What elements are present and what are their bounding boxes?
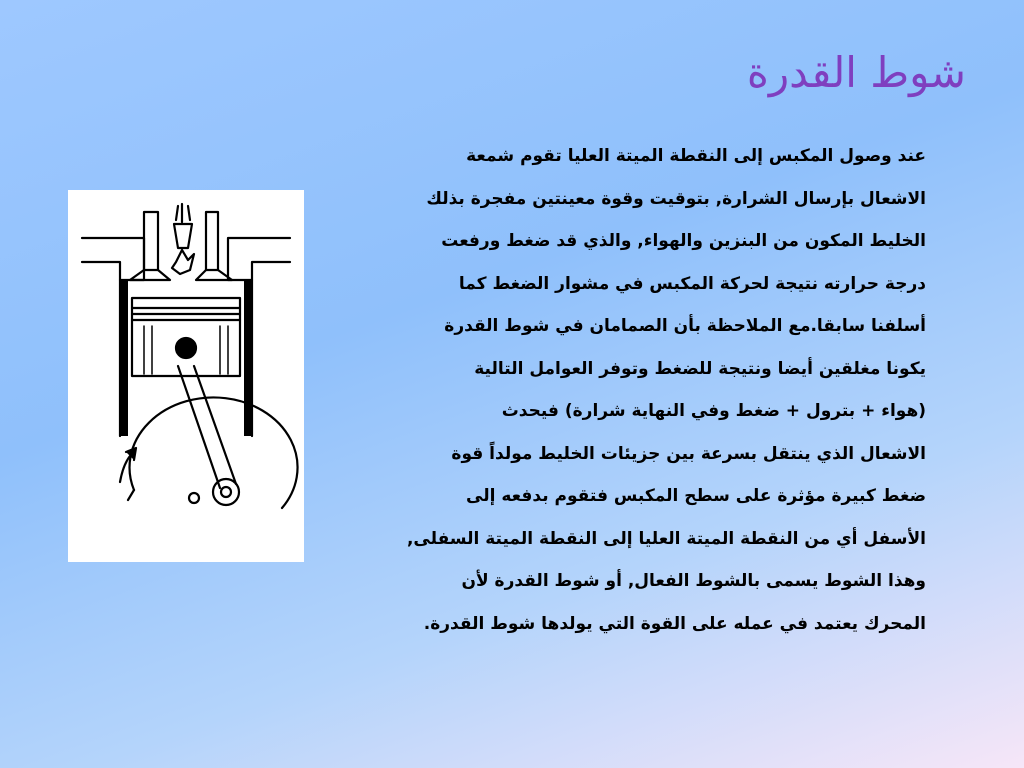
text-line: (هواء + بترول + ضغط وفي النهاية شرارة) فيحدث: [501, 401, 926, 421]
piston-diagram: [68, 190, 304, 562]
piston-rings: [132, 308, 240, 320]
text-line: الاشعال بإرسال الشرارة, بتوقيت وقوة معينتين مفجرة بذلك: [426, 188, 926, 209]
exhaust-valve-stem: [206, 212, 218, 270]
crank-pin: [213, 479, 239, 505]
spark-plug: [174, 204, 192, 248]
text-line: درجة حرارته نتيجة لحركة المكبس في مشوار الضغط كما: [458, 273, 926, 294]
spark-flash: [172, 250, 194, 274]
text-line: الأسفل أي من النقطة الميتة العليا إلى النقطة الميتة السفلى,: [406, 528, 926, 549]
crank-center: [189, 493, 199, 503]
text-line: يكونا مغلقين أيضا ونتيجة للضغط وتوفر العوامل التالية: [474, 358, 926, 379]
body-text: [386, 135, 926, 645]
text-line: وهذا الشوط يسمى بالشوط الفعال, أو شوط القدرة لأن: [461, 571, 926, 591]
connecting-rod: [178, 366, 236, 488]
intake-valve-head: [130, 270, 170, 280]
slide-title: شوط القدرة: [746, 48, 966, 97]
text-line: أسلفنا سابقا.مع الملاحظة بأن الصمامان في شوط القدرة: [444, 316, 926, 336]
text-line: الخليط المكون من البنزين والهواء, والذي قد ضغط ورفعت: [441, 231, 926, 251]
text-line: الاشعال الذي ينتقل بسرعة بين جزيئات الخليط مولداً قوة: [451, 443, 926, 464]
power-stroke-illustration: [68, 190, 304, 562]
cylinder-head-left: [82, 238, 144, 280]
piston-pin: [176, 338, 196, 358]
text-line: المحرك يعتمد في عمله على القوة التي يولدها شوط القدرة.: [423, 613, 926, 634]
text-line: ضغط كبيرة مؤثرة على سطح المكبس فتقوم بدفعه إلى: [466, 486, 926, 506]
intake-valve-stem: [144, 212, 158, 270]
cylinder-head-right: [228, 238, 290, 280]
text-line: عند وصول المكبس إلى النقطة الميتة العليا تقوم شمعة: [466, 146, 926, 166]
exhaust-valve-head: [196, 270, 232, 280]
